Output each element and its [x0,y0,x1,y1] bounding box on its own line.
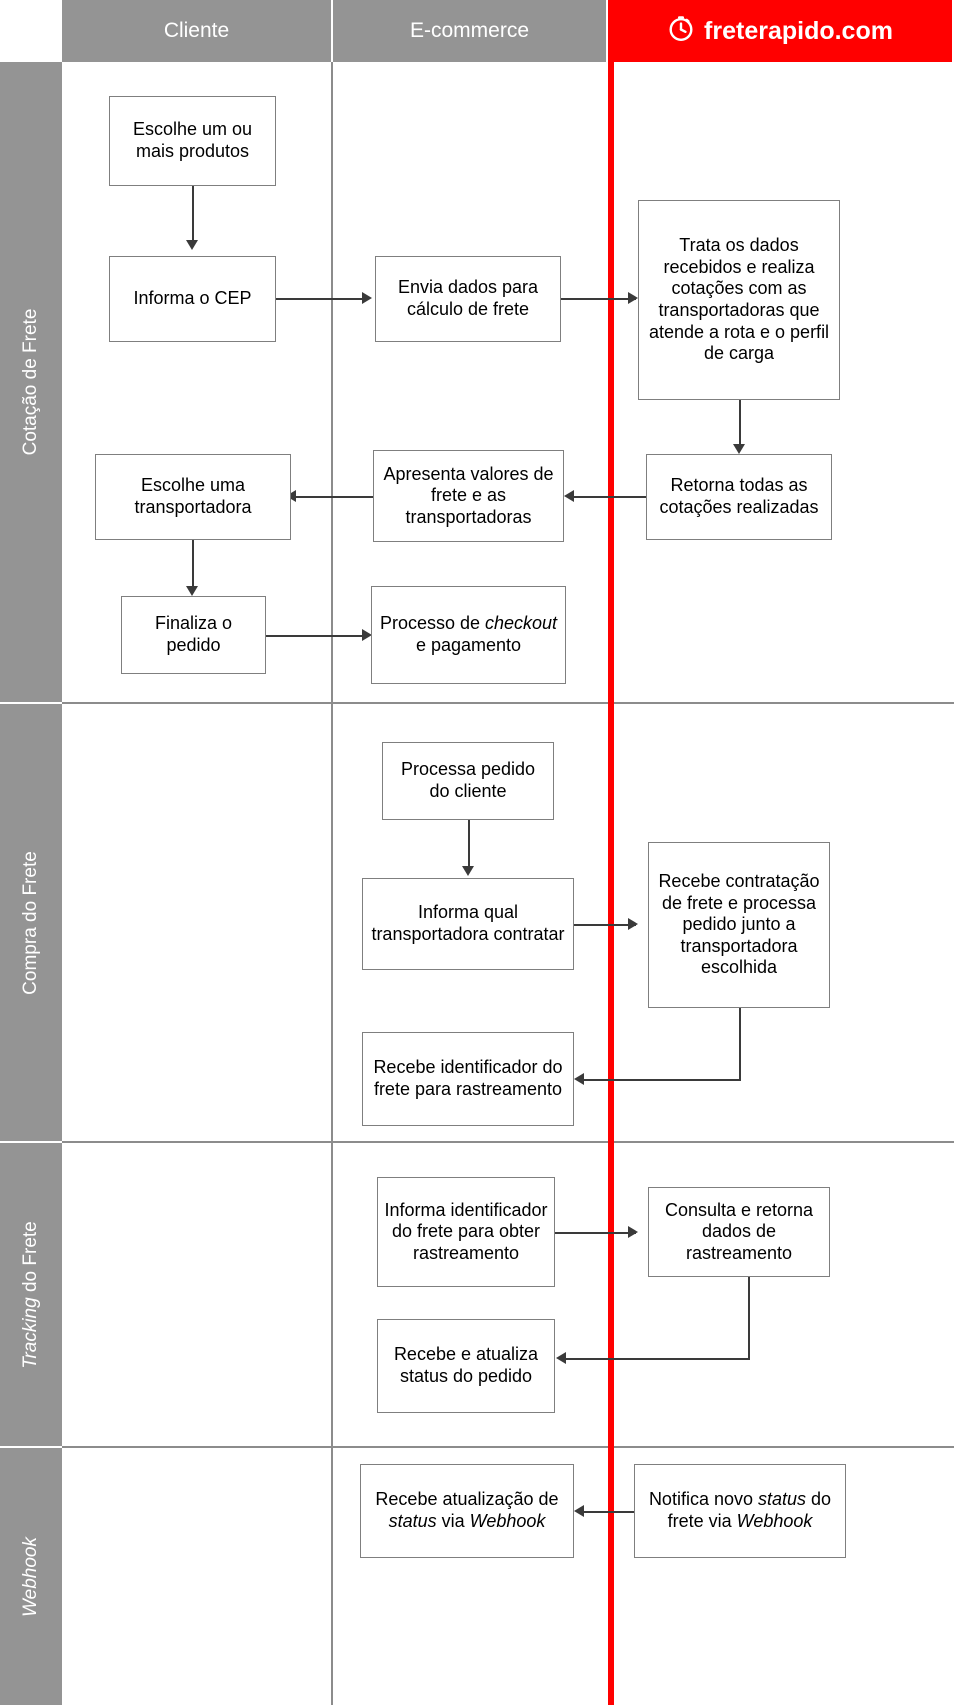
lane-label-cotacao [0,62,62,704]
column-divider-cliente-ecommerce [331,62,333,1705]
node-processa-pedido-label: Processa pedido do cliente [400,759,536,801]
node-processo-checkout-italic: checkout [485,613,558,634]
node-escolhe-produtos-label: Escolhe um ou mais produtos [132,119,253,161]
arrowhead-cep-to-envia-dados [362,292,372,304]
node-envia-dados [375,256,561,342]
connector-escolhe-transportadora-to-finaliza [192,540,194,588]
column-header-cliente-label: Cliente [163,19,230,42]
connector-informa-identificador-to-consulta [555,1232,636,1234]
node-processa-pedido [382,742,554,820]
arrowhead-informa-identificador-to-consulta [628,1226,638,1238]
arrowhead-informa-transportadora-to-recebe-contratacao [628,918,638,930]
node-envia-dados-label: Envia dados para cálculo de frete [397,277,539,319]
node-recebe-atualizacao-webhook-label [367,1489,567,1532]
node-informa-identificador [377,1177,555,1287]
node-recebe-atualiza-status [377,1319,555,1413]
node-informa-identificador-label: Informa identificador do frete para obter rastreamento [384,1199,548,1263]
node-retorna-cotacoes-label: Retorna todas as cotações realizadas [659,475,819,517]
freterapido-logo [667,14,893,49]
diagram-header [0,0,954,62]
node-processo-checkout-label [378,613,559,656]
node-recebe-identificador-label: Recebe identificador do frete para rastreamento [373,1057,563,1099]
node-apresenta-valores [373,450,564,542]
node-notifica-status-webhook-label [641,1489,839,1532]
node-notifica-status-webhook-part1: Notifica novo [648,1489,758,1510]
connector-notifica-to-recebe-atualizacao [584,1511,636,1513]
node-apresenta-valores-label: Apresenta valores de frete e as transportadoras [383,463,554,527]
node-recebe-atualizacao-webhook-italic2: Webhook [469,1511,546,1531]
arrowhead-notifica-to-recebe-atualizacao [574,1505,584,1517]
clock-icon [667,14,695,49]
node-recebe-atualizacao-webhook-part2: via [436,1511,470,1531]
node-notifica-status-webhook-italic2: Webhook [736,1511,813,1531]
node-notifica-status-webhook-part2: do frete via [667,1489,832,1531]
node-processo-checkout-part1: Processo de [379,613,485,634]
node-recebe-contratacao-label: Recebe contratação de frete e processa pedido junto a transportadora escolhida [658,871,820,978]
connector-processa-to-informa-transportadora [468,820,470,868]
lane-label-compra-text: Compra do Frete [20,850,41,995]
connector-consulta-down [748,1277,750,1359]
node-retorna-cotacoes [646,454,832,540]
arrowhead-consulta-to-recebe-status [556,1352,566,1364]
connector-trata-to-retorna [739,400,741,446]
connector-cep-to-envia-dados [276,298,364,300]
column-header-cliente [62,0,333,62]
connector-apresenta-to-escolhe-transportadora [296,496,373,498]
header-corner-cell [0,0,62,62]
lane-label-tracking [0,1143,62,1448]
arrowhead-recebe-contratacao-to-recebe-identificador [574,1073,584,1085]
node-escolhe-transportadora [95,454,291,540]
node-consulta-retorna-rastreamento [648,1187,830,1277]
node-finaliza-pedido [121,596,266,674]
node-processo-checkout [371,586,566,684]
node-consulta-retorna-rastreamento-label: Consulta e retorna dados de rastreamento [664,1199,814,1263]
connector-informa-transportadora-to-recebe-contratacao [574,924,636,926]
column-divider-freterapido-accent [608,62,614,1705]
lane-label-webhook-text [20,1537,42,1617]
node-recebe-atualizacao-webhook [360,1464,574,1558]
node-informa-cep-label: Informa o CEP [133,288,252,309]
lane-label-tracking-text [20,1221,42,1369]
node-escolhe-produtos [109,96,276,186]
connector-recebe-contratacao-down [739,1008,741,1080]
lane-label-webhook-italic: Webhook [20,1536,41,1617]
node-recebe-atualizacao-webhook-part1: Recebe atualização de [375,1489,559,1510]
column-header-ecommerce-label: E-commerce [409,19,530,42]
node-finaliza-pedido-label: Finaliza o pedido [154,613,233,655]
node-trata-dados-label: Trata os dados recebidos e realiza cotações com as transportadoras que atende a rota e o perfil de carga [648,235,830,364]
column-header-freterapido [608,0,952,62]
node-recebe-atualizacao-webhook-italic1: status [388,1511,437,1531]
node-trata-dados [638,200,840,400]
arrowhead-produtos-to-cep [186,240,198,250]
column-header-freterapido-label: freterapido.com [704,16,893,45]
connector-recebe-contratacao-to-recebe-identificador [584,1079,741,1081]
arrowhead-trata-to-retorna [733,444,745,454]
arrowhead-processa-to-informa-transportadora [462,866,474,876]
node-recebe-contratacao [648,842,830,1008]
node-processo-checkout-part2: e pagamento [415,635,522,655]
column-header-ecommerce [333,0,608,62]
lane-label-tracking-italic: Tracking [20,1296,41,1369]
lane-label-webhook [0,1448,62,1705]
lane-label-tracking-rest: do Frete [20,1220,41,1297]
node-recebe-identificador [362,1032,574,1126]
lane-label-compra [0,704,62,1143]
node-recebe-atualiza-status-label: Recebe e atualiza status do pedido [393,1344,539,1386]
arrowhead-envia-dados-to-trata [628,292,638,304]
connector-finaliza-to-checkout [266,635,364,637]
arrowhead-retorna-to-apresenta [564,490,574,502]
connector-retorna-to-apresenta [574,496,646,498]
node-escolhe-transportadora-label: Escolhe uma transportadora [134,475,252,517]
connector-produtos-to-cep [192,186,194,242]
node-informa-transportadora [362,878,574,970]
arrowhead-escolhe-transportadora-to-finaliza [186,586,198,596]
lane-label-cotacao-text: Cotação de Frete [20,308,41,456]
connector-consulta-to-recebe-status [566,1358,750,1360]
connector-envia-dados-to-trata [561,298,636,300]
node-notifica-status-webhook-italic1: status [758,1489,807,1510]
node-informa-transportadora-label: Informa qual transportadora contratar [371,902,565,944]
node-notifica-status-webhook [634,1464,846,1558]
node-informa-cep [109,256,276,342]
